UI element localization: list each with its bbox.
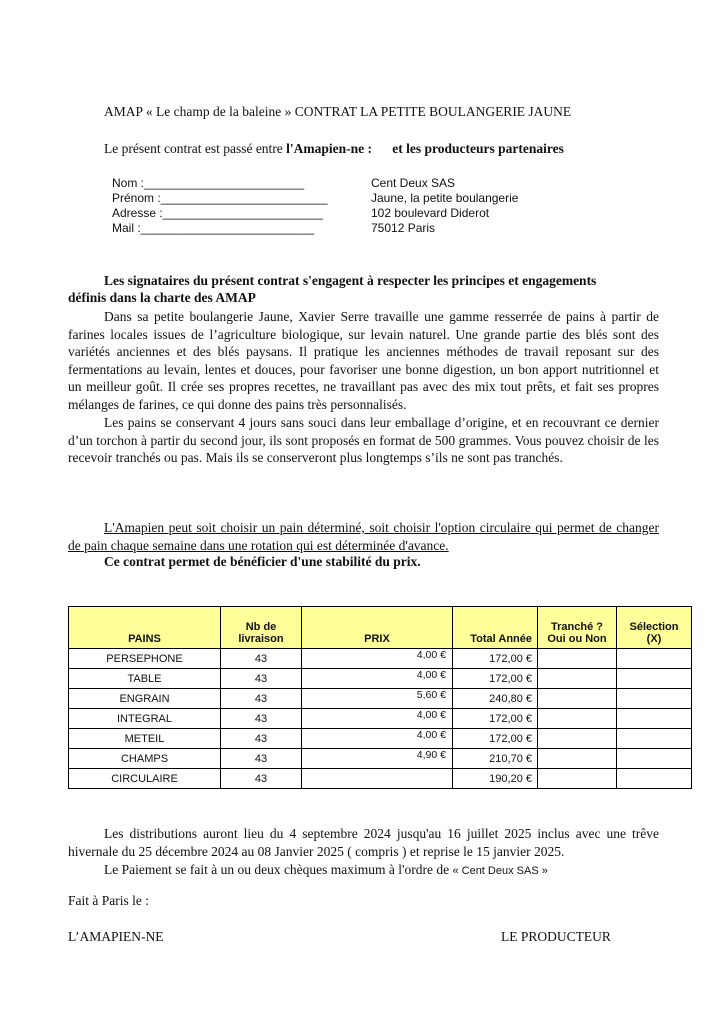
- table-row: [69, 689, 692, 709]
- table-row: [69, 769, 692, 789]
- engagement-heading: [68, 272, 659, 306]
- cell-pain: TABLE: [69, 669, 221, 689]
- table-row: [69, 749, 692, 769]
- price-stability-note: Ce contrat permet de bénéficier d'une stabilité du prix.: [104, 554, 421, 569]
- producer-address: [371, 176, 518, 236]
- field-blank-line[interactable]: __________________________: [140, 221, 315, 235]
- cell-nb: 43: [221, 769, 302, 789]
- engagement-line-2: définis dans la charte des AMAP: [68, 290, 256, 305]
- signature-place-date: Fait à Paris le :: [68, 893, 149, 908]
- cell-prix: 4,00 €: [302, 669, 453, 689]
- cell-tranche-input[interactable]: [538, 649, 617, 669]
- bread-conservation: Les pains se conservant 4 jours sans souci dans leur emballage d’origine, et en recouvrant ce dernier d’un torchon à partir du second jour, ils sont proposés en format de 500 grammes. Vous pouvez choisir de les recevoir tranchés ou pas. Mais ils se conserveront plus longtemps s’ils ne sont pas tranchés.: [68, 415, 659, 465]
- field-label: Mail :: [112, 221, 141, 235]
- producer-name: Cent Deux SAS: [371, 176, 456, 190]
- cell-total: 172,00 €: [453, 669, 538, 689]
- table-header-row: [69, 607, 692, 649]
- field-blank-line[interactable]: _________________________: [160, 191, 328, 205]
- bakery-description: Dans sa petite boulangerie Jaune, Xavier Serre travaille une gamme resserrée de pains à partir de farines locales issues de l’agriculture biologique, sur levain naturel. Une grande partie des blés sont des variétés anciennes et des blés paysans. Il pratique les anciennes méthodes de travail reposant sur des fermentations au levain, lentes et douces, pour favoriser une bonne digestion, un bon apport nutritionnel et un meilleur goût. Il crée ses propres recettes, ne travaillant pas avec des mix tout prêts, et fait ses propres mélanges de farines, ce qui donne des pains très personnalisés.: [68, 309, 659, 412]
- header-selection: Sélection (X): [617, 607, 692, 649]
- cell-pain: CIRCULAIRE: [69, 769, 221, 789]
- cell-pain: PERSEPHONE: [69, 649, 221, 669]
- header-total-annee: Total Année: [453, 607, 538, 649]
- distribution-dates: Les distributions auront lieu du 4 septembre 2024 jusqu'au 16 juillet 2025 inclus avec une trêve hivernale du 25 décembre 2024 au 08 Janvier 2025 ( compris ) et reprise le 15 janvier 2025.: [68, 826, 659, 859]
- table-row: [69, 649, 692, 669]
- table-row: [69, 669, 692, 689]
- table-row: [69, 729, 692, 749]
- cell-nb: 43: [221, 649, 302, 669]
- field-label: Nom :: [112, 176, 145, 190]
- bread-price-table: [68, 606, 692, 789]
- cell-prix: 5,60 €: [302, 689, 453, 709]
- cell-nb: 43: [221, 709, 302, 729]
- field-nom[interactable]: [112, 176, 328, 191]
- amapien-signature-label: L’AMAPIEN-NE: [68, 929, 164, 944]
- cell-total: 172,00 €: [453, 649, 538, 669]
- cell-total: 190,20 €: [453, 769, 538, 789]
- cell-pain: CHAMPS: [69, 749, 221, 769]
- producer-street: 102 boulevard Diderot: [371, 206, 490, 220]
- amapien-fields: [112, 176, 328, 236]
- field-prenom[interactable]: [112, 191, 328, 206]
- field-adresse[interactable]: [112, 206, 328, 221]
- cell-selection-input[interactable]: [617, 689, 692, 709]
- cell-pain: METEIL: [69, 729, 221, 749]
- header-pains: PAINS: [69, 607, 221, 649]
- cell-prix: 4,00 €: [302, 729, 453, 749]
- cell-prix: 4,90 €: [302, 749, 453, 769]
- cell-tranche-input[interactable]: [538, 689, 617, 709]
- field-mail[interactable]: [112, 221, 328, 236]
- cell-nb: 43: [221, 749, 302, 769]
- cell-tranche-input[interactable]: [538, 669, 617, 689]
- producers-label: et les producteurs partenaires: [392, 141, 564, 156]
- header-tranche: Tranché ? Oui ou Non: [538, 607, 617, 649]
- cell-total: 210,70 €: [453, 749, 538, 769]
- producer-city: 75012 Paris: [371, 221, 436, 235]
- cell-selection-input[interactable]: [617, 769, 692, 789]
- circular-option-note: L'Amapien peut soit choisir un pain déterminé, soit choisir l'option circulaire qui permet de changer de pain chaque semaine dans une rotation qui est déterminée d'avance.: [68, 520, 659, 553]
- cell-nb: 43: [221, 689, 302, 709]
- cell-total: 240,80 €: [453, 689, 538, 709]
- cell-prix: [302, 769, 453, 789]
- cell-selection-input[interactable]: [617, 669, 692, 689]
- cell-pain: ENGRAIN: [69, 689, 221, 709]
- cell-tranche-input[interactable]: [538, 749, 617, 769]
- header-nb-livraison: Nb de livraison: [221, 607, 302, 649]
- contract-title: AMAP « Le champ de la baleine » CONTRAT LA PETITE BOULANGERIE JAUNE: [104, 104, 572, 119]
- cell-selection-input[interactable]: [617, 749, 692, 769]
- producer-subtitle: Jaune, la petite boulangerie: [371, 191, 519, 205]
- cell-prix: 4,00 €: [302, 709, 453, 729]
- producer-signature-label: LE PRODUCTEUR: [501, 929, 611, 944]
- cell-nb: 43: [221, 669, 302, 689]
- cell-tranche-input[interactable]: [538, 729, 617, 749]
- engagement-line-1: Les signataires du présent contrat s'engagent à respecter les principes et engagements: [104, 273, 597, 288]
- cell-selection-input[interactable]: [617, 729, 692, 749]
- field-blank-line[interactable]: ________________________: [144, 176, 305, 190]
- payment-note: Le Paiement se fait à un ou deux chèques maximum à l'ordre de « Cent Deux SAS »: [104, 862, 548, 877]
- field-label: Prénom :: [112, 191, 161, 205]
- cell-prix: 4,00 €: [302, 649, 453, 669]
- cell-total: 172,00 €: [453, 729, 538, 749]
- header-prix: PRIX: [302, 607, 453, 649]
- cell-selection-input[interactable]: [617, 709, 692, 729]
- field-label: Adresse :: [112, 206, 163, 220]
- amapien-label: l'Amapien-ne :: [286, 141, 373, 156]
- cell-total: 172,00 €: [453, 709, 538, 729]
- contract-parties: [104, 141, 564, 157]
- cell-nb: 43: [221, 729, 302, 749]
- field-blank-line[interactable]: ________________________: [162, 206, 323, 220]
- cell-selection-input[interactable]: [617, 649, 692, 669]
- table-row: [69, 709, 692, 729]
- cell-pain: INTEGRAL: [69, 709, 221, 729]
- cell-tranche-input[interactable]: [538, 769, 617, 789]
- cell-tranche-input[interactable]: [538, 709, 617, 729]
- parties-intro: Le présent contrat est passé entre: [104, 141, 287, 156]
- payee-name: « Cent Deux SAS »: [452, 865, 548, 877]
